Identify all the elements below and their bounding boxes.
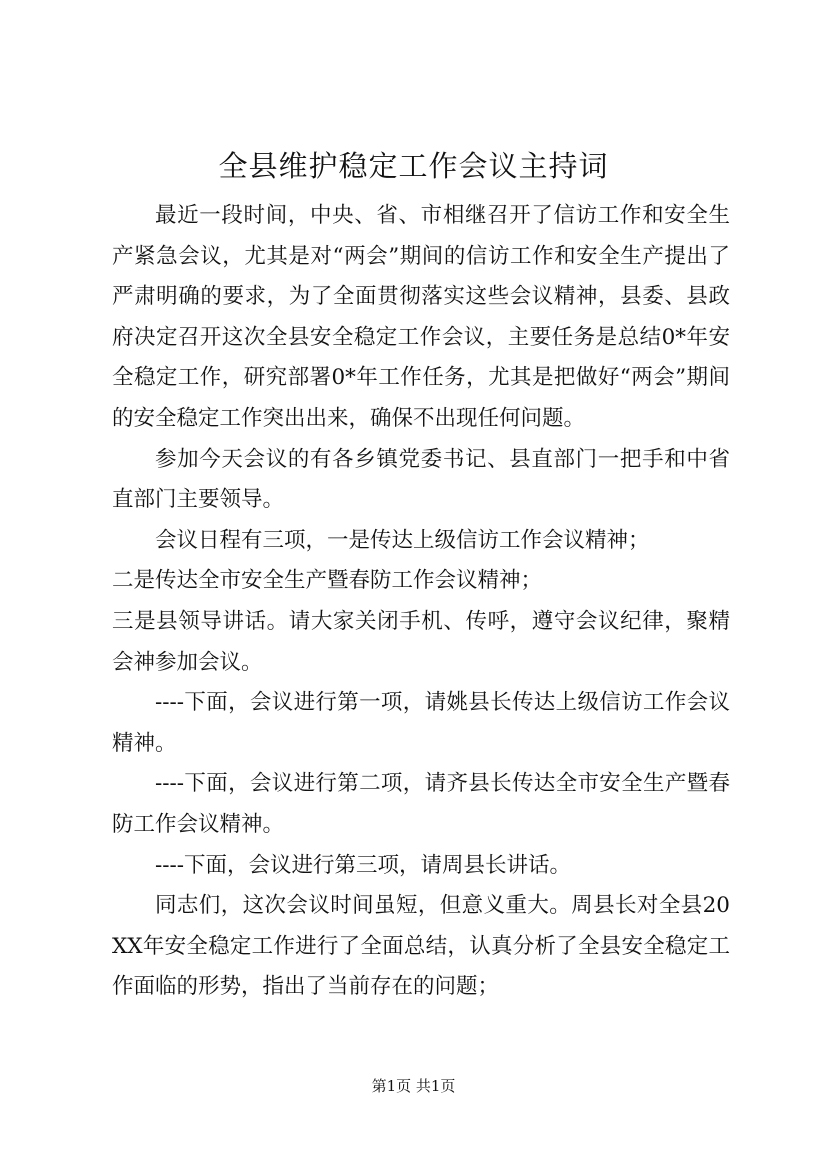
paragraph-agenda-item-two: 二是传达全市安全生产暨春防工作会议精神；	[112, 568, 543, 594]
paragraph-item-three: ----下面，会议进行第三项，请周县长讲话。	[155, 852, 572, 878]
paragraph-item-two: ----下面，会议进行第二项，请齐县长传达全市安全生产暨春防工作会议精神。	[112, 771, 730, 837]
document-body	[112, 196, 730, 1008]
document-title: 全县维护稳定工作会议主持词	[218, 149, 609, 183]
paragraph-item-one: ----下面，会议进行第一项，请姚县长传达上级信访工作会议精神。	[112, 690, 730, 756]
paragraph-closing: 同志们，这次会议时间虽短，但意义重大。周县长对全县20XX年安全稳定工作进行了全面总结，认真分析了全县安全稳定工作面临的形势，指出了当前存在的问题；	[112, 893, 730, 1000]
paragraph-agenda-item-three: 三是县领导讲话。请大家关闭手机、传呼，遵守会议纪律，聚精会神参加会议。	[112, 608, 730, 675]
paragraph-agenda: 会议日程有三项，一是传达上级信访工作会议精神；	[155, 527, 650, 553]
page-footer: 第1页 共1页	[371, 1077, 456, 1095]
paragraph-opening: 最近一段时间，中央、省、市相继召开了信访工作和安全生产紧急会议，尤其是对“两会”期间的信访工作和安全生产提出了严肃明确的要求，为了全面贯彻落实这些会议精神，县委、县政府决定召开这次全县安全稳定工作会议，主要任务是总结0*年安全稳定工作，研究部署0*年工作任务，尤其是把做好“两会”期间的安全稳定工作突出出来，确保不出现任何问题。	[112, 203, 730, 431]
paragraph-attendees: 参加今天会议的有各乡镇党委书记、县直部门一把手和中省直部门主要领导。	[112, 446, 730, 513]
